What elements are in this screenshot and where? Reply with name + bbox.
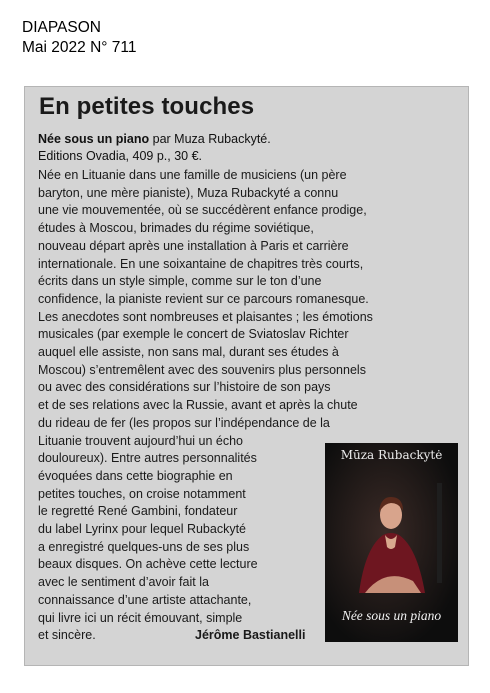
body-line: études à Moscou, brimades du régime soviétique, [38, 221, 314, 236]
issue-info: Mai 2022 N° 711 [22, 39, 137, 56]
body-line: du label Lyrinx pour lequel Rubackyté [38, 522, 246, 537]
body-line: Moscou) s’entremêlent avec des souvenirs plus personnels [38, 362, 366, 377]
body-line: auquel elle assiste, non sans mal, durant ses études à [38, 345, 339, 360]
body-line: une vie mouvementée, où se succédèrent enfance prodige, [38, 203, 367, 218]
body-line: du rideau de fer (les propos sur l’indépendance de la [38, 415, 330, 430]
body-line: beaux disques. On achève cette lecture [38, 557, 258, 572]
review-panel [24, 86, 469, 666]
cover-title: Née sous un piano [341, 608, 442, 623]
body-line: douloureux). Entre autres personnalités [38, 451, 257, 466]
body-line: connaissance d’une artiste attachante, [38, 592, 252, 607]
body-line: évoquées dans cette biographie en [38, 468, 233, 483]
cover-author: Mūza Rubackytė [340, 448, 443, 462]
body-line: baryton, une mère pianiste), Muza Rubackyté a connu [38, 185, 339, 200]
body-line: musicales (par exemple le concert de Sviatoslav Richter [38, 327, 349, 342]
body-last-line: et sincère. [38, 628, 96, 643]
body-line: Lituanie trouvent aujourd’hui un écho [38, 433, 244, 448]
review-headline: En petites touches [39, 93, 255, 120]
book-reference [38, 131, 271, 165]
publication-name: DIAPASON [22, 19, 101, 36]
body-line: Née en Lituanie dans une famille de musiciens (un père [38, 168, 347, 182]
publisher-line: Editions Ovadia, 409 p., 30 €. [38, 149, 202, 163]
body-line: Les anecdotes sont nombreuses et plaisantes ; les émotions [38, 309, 373, 324]
book-title: Née sous un piano [38, 132, 150, 146]
body-line: et de ses relations avec la Russie, avant et après la chute [38, 398, 358, 413]
body-line: écrits dans un style simple, comme sur le ton d’une [38, 274, 322, 289]
review-body [38, 167, 373, 645]
body-line: le regretté René Gambini, fondateur [38, 504, 238, 519]
body-line: ou avec des considérations sur l’histoire de son pays [38, 380, 331, 395]
body-line: avec le sentiment d’avoir fait la [38, 575, 209, 590]
body-line: qui livre ici un récit émouvant, simple [38, 610, 243, 625]
body-line: internationale. En une soixantaine de chapitres très courts, [38, 256, 364, 271]
body-line: a enregistré quelques-uns de ses plus [38, 539, 250, 554]
book-cover [325, 443, 458, 642]
closing-line [38, 627, 373, 645]
body-line: petites touches, on croise notamment [38, 486, 246, 501]
body-line: nouveau départ après une installation à Paris et carrière [38, 238, 349, 253]
body-line: confidence, la pianiste revient sur ce parcours romanesque. [38, 291, 369, 306]
reviewer-signature: Jérôme Bastianelli [195, 628, 306, 643]
book-author: par Muza Rubackyté. [152, 132, 271, 146]
masthead [22, 18, 136, 58]
